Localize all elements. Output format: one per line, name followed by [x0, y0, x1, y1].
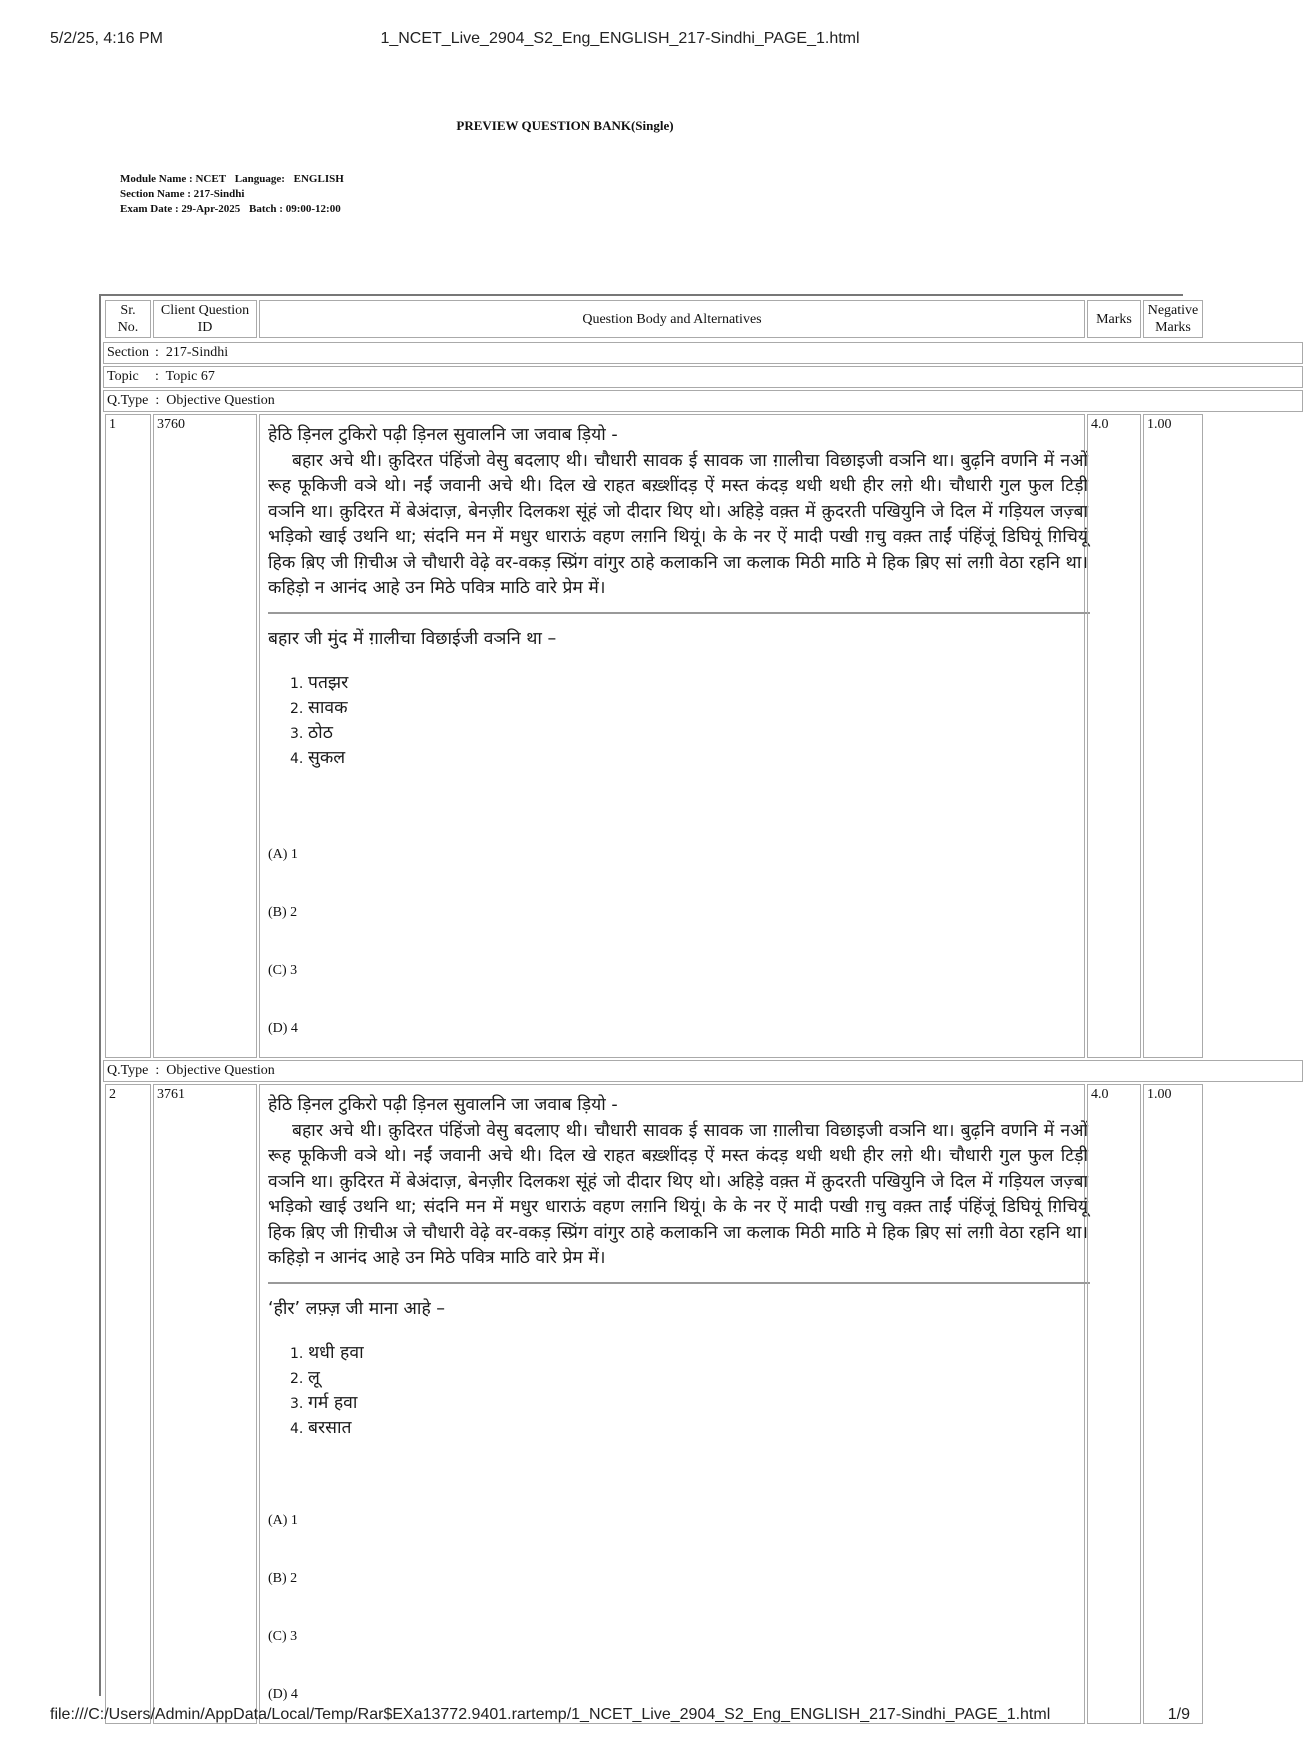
separator: : [155, 369, 159, 384]
q2-marks: 4.0 [1087, 1084, 1141, 1724]
q1-passage [268, 423, 1088, 602]
q1-option-3-text: ठोठ [308, 722, 333, 743]
q2-alt-b: (B) 2 [268, 1571, 298, 1586]
topic-row [103, 366, 1303, 388]
qtype-row-2-label: Q.Type [107, 1063, 149, 1078]
q1-alt-d: (D) 4 [268, 1021, 298, 1036]
q1-alt-a: (A) 1 [268, 847, 298, 862]
qtype-row-2-value: Objective Question [166, 1063, 275, 1078]
language-label: Language: [234, 173, 285, 185]
q1-option-4: 4. सुकल [290, 747, 346, 768]
header-marks: Marks [1087, 300, 1141, 338]
q1-option-1: 1. पतझर [290, 672, 349, 693]
print-file-path: file:///C:/Users/Admin/AppData/Local/Temp/Rar$EXa13772.9401.rartemp/1_NCET_Live_2904_S2_Eng_ENGLISH_217-Sindhi_PAGE_1.html [50, 1706, 1051, 1723]
q2-body [259, 1084, 1088, 1724]
q2-negative-marks: 1.00 [1143, 1084, 1203, 1724]
qtype-row-value: Objective Question [166, 393, 275, 408]
topic-row-label: Topic [107, 369, 139, 384]
q1-marks: 4.0 [1087, 414, 1141, 1058]
section-row-value: 217-Sindhi [165, 345, 229, 360]
separator: : [155, 345, 159, 360]
q2-option-1: 1. थधी हवा [290, 1342, 364, 1363]
exam-meta [120, 172, 344, 217]
batch-value: 09:00-12:00 [285, 203, 341, 215]
header-question-body: Question Body and Alternatives [259, 300, 1085, 338]
header-client-qid: Client Question ID [153, 300, 257, 338]
q1-client-id: 3760 [153, 414, 257, 1058]
q1-instruction: हेठि ड़िनल टुकिरो पढ़ी ड़िनल सुवालनि जा जवाब ड़ियो - [268, 425, 618, 445]
q2-alt-c: (C) 3 [268, 1629, 298, 1644]
print-title: 1_NCET_Live_2904_S2_Eng_ENGLISH_217-Sindhi_PAGE_1.html [380, 30, 860, 47]
print-footer [0, 1706, 1240, 1736]
header-sr-no: Sr. No. [105, 300, 151, 338]
q2-question: ‘हीर’ लफ़्ज़ जी माना आहे – [268, 1298, 446, 1319]
q2-option-1-text: थधी हवा [308, 1342, 364, 1363]
print-header [0, 30, 1240, 60]
separator: : [155, 1063, 160, 1078]
q1-divider [268, 612, 1090, 614]
qtype-row-2 [103, 1060, 1303, 1082]
q2-sr-no: 2 [105, 1084, 151, 1724]
q2-alt-a: (A) 1 [268, 1513, 298, 1528]
exam-date-label: Exam Date : [120, 203, 179, 215]
q1-option-4-text: सुकल [308, 747, 346, 768]
section-name-label: Section Name : [120, 188, 191, 200]
q1-option-2-text: सावक [308, 697, 348, 718]
q1-body [259, 414, 1088, 1058]
q1-option-2: 2. सावक [290, 697, 348, 718]
section-row [103, 342, 1303, 364]
module-value: NCET [195, 173, 227, 185]
q2-option-4: 4. बरसात [290, 1417, 352, 1438]
q1-question: बहार जी मुंद में ग़ालीचा विछाईजी वञनि था – [268, 628, 557, 649]
q1-options [268, 670, 1076, 770]
document-title: PREVIEW QUESTION BANK(Single) [456, 118, 674, 133]
q2-client-id: 3761 [153, 1084, 257, 1724]
q1-negative-marks: 1.00 [1143, 414, 1203, 1058]
section-row-label: Section [107, 345, 149, 360]
q1-alt-c: (C) 3 [268, 963, 298, 978]
q2-option-4-text: बरसात [308, 1417, 352, 1438]
q2-option-2: 2. लू [290, 1367, 320, 1388]
q2-option-3: 3. गर्म हवा [290, 1392, 358, 1413]
q2-instruction: हेठि ड़िनल टुकिरो पढ़ी ड़िनल सुवालनि जा जवाब ड़ियो - [268, 1095, 618, 1115]
q2-alt-d: (D) 4 [268, 1687, 298, 1702]
q2-options [268, 1340, 1076, 1440]
q1-option-1-text: पतझर [308, 672, 349, 693]
q1-option-3: 3. ठोठ [290, 722, 333, 743]
q2-passage [268, 1093, 1088, 1272]
header-negative-marks: Negative Marks [1143, 300, 1203, 338]
q1-sr-no: 1 [105, 414, 151, 1058]
print-datetime: 5/2/25, 4:16 PM [50, 30, 163, 47]
q1-alt-b: (B) 2 [268, 905, 298, 920]
qtype-row-label: Q.Type [107, 393, 149, 408]
q2-option-3-text: गर्म हवा [308, 1392, 358, 1413]
qtype-row [103, 390, 1303, 412]
print-page-number: 1/9 [1167, 1706, 1190, 1723]
q2-divider [268, 1282, 1090, 1284]
question-table [99, 294, 1199, 1702]
exam-date-value: 29-Apr-2025 [181, 203, 241, 215]
q1-passage-text: बहार अचे थी। क़ुदिरत पंहिंजो वेसु बदलाए थी। चौधारी सावक ई सावक जा ग़ालीचा विछाइजी वञनि था। बुढ़नि वणनि में नओं रूह फूकिजी वञे थो। नईं जवानी अचे थी। दिल खे राहत बख़्शींदड़ ऐं मस्त कंदड़ थधी थधी हीर लग़े थी। चौधारी गुल फुल टिड़ी वञनि था। क़ुदिरत में बेअंदाज़, बेनज़ीर दिलकश सूंहं जो दीदार थिए थो। अहिड़े वक़्त में क़ुदरती पखियुनि जे दिल में गड़ियल जज़्बा भड़िको खाई उथनि था; संदनि मन में मधुर धाराऊं वहण लग़नि थियूं। के के नर ऐं मादी पखी ग़चु वक़्त ताईं पंहिंजूं डिघियूं ग़िचियूं हिक ब़िए जी ग़िचीअ जे चौधारी वेढ़े वर-वकड़ स्प्रिंग वांगुर ठाहे कलाकनि जा कलाक मिठी माठि मे हिक ब़िए सां लग़ी वेठा रहनि था। कहिड़ो न आनंद आहे उन मिठे पवित्र माठि वारे प्रेम में। [268, 450, 1088, 598]
module-label: Module Name : [120, 173, 193, 185]
batch-label: Batch : [249, 203, 283, 215]
q2-passage-text: बहार अचे थी। क़ुदिरत पंहिंजो वेसु बदलाए थी। चौधारी सावक ई सावक जा ग़ालीचा विछाइजी वञनि था। बुढ़नि वणनि में नओं रूह फूकिजी वञे थो। नईं जवानी अचे थी। दिल खे राहत बख़्शींदड़ ऐं मस्त कंदड़ थधी थधी हीर लग़े थी। चौधारी गुल फुल टिड़ी वञनि था। क़ुदिरत में बेअंदाज़, बेनज़ीर दिलकश सूंहं जो दीदार थिए थो। अहिड़े वक़्त में क़ुदरती पखियुनि जे दिल में गड़ियल जज़्बा भड़िको खाई उथनि था; संदनि मन में मधुर धाराऊं वहण लग़नि थियूं। के के नर ऐं मादी पखी ग़चु वक़्त ताईं पंहिंजूं डिघियूं ग़िचियूं हिक ब़िए जी ग़िचीअ जे चौधारी वेढ़े वर-वकड़ स्प्रिंग वांगुर ठाहे कलाकनि जा कलाक मिठी माठि मे हिक ब़िए सां लग़ी वेठा रहनि था। कहिड़ो न आनंद आहे उन मिठे पवित्र माठि वारे प्रेम में। [268, 1120, 1088, 1268]
topic-row-value: Topic 67 [165, 369, 215, 384]
language-value: ENGLISH [293, 173, 344, 185]
section-name-value: 217-Sindhi [193, 188, 245, 200]
q2-option-2-text: लू [308, 1367, 320, 1388]
separator: : [155, 393, 160, 408]
